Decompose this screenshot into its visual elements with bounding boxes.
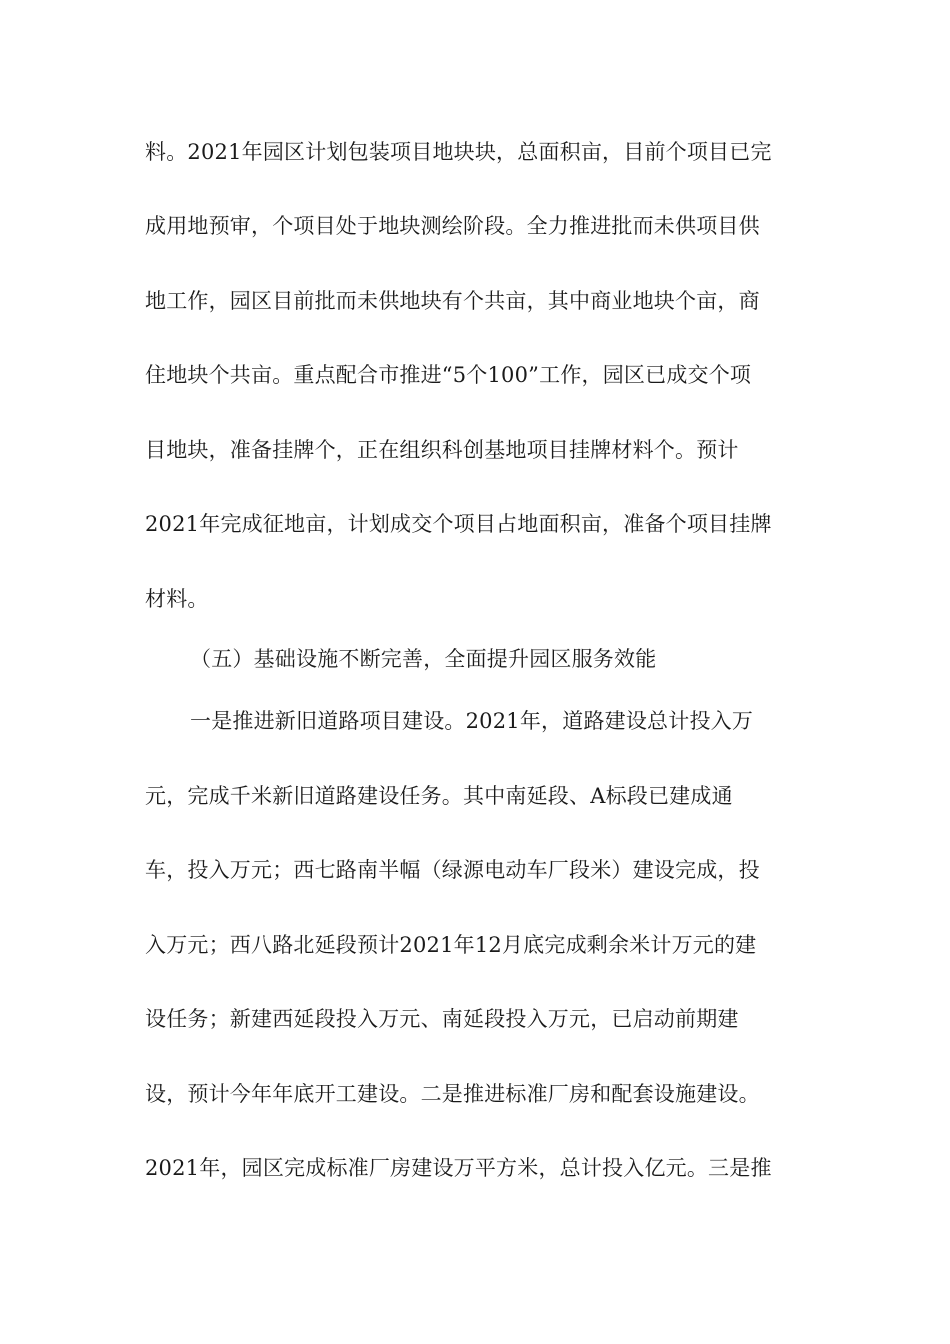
paragraph-line-1: 料。2021年园区计划包装项目地块块，总面积亩，目前个项目已完 (145, 140, 772, 164)
paragraph-line-12: 入万元；西八路北延段预计2021年12月底完成剩余米计万元的建 (145, 933, 757, 957)
paragraph-line-11: 车，投入万元；西七路南半幅（绿源电动车厂段米）建设完成，投 (145, 858, 760, 882)
paragraph-line-13: 设任务；新建西延段投入万元、南延段投入万元，已启动前期建 (145, 1007, 739, 1031)
section-heading: （五）基础设施不断完善，全面提升园区服务效能 (190, 647, 657, 671)
paragraph-line-5: 目地块，准备挂牌个，正在组织科创基地项目挂牌材料个。预计 (145, 438, 739, 462)
paragraph-line-2: 成用地预审，个项目处于地块测绘阶段。全力推进批而未供项目供 (145, 214, 760, 238)
paragraph-line-7: 材料。 (145, 587, 209, 611)
paragraph-line-14: 设，预计今年年底开工建设。二是推进标准厂房和配套设施建设。 (145, 1082, 760, 1106)
paragraph-line-6: 2021年完成征地亩，计划成交个项目占地面积亩，准备个项目挂牌 (145, 512, 772, 536)
paragraph-line-15: 2021年，园区完成标准厂房建设万平方米，总计投入亿元。三是推 (145, 1156, 772, 1180)
paragraph-line-4: 住地块个共亩。重点配合市推进“5个100”工作，园区已成交个项 (145, 363, 752, 387)
paragraph-line-9: 一是推进新旧道路项目建设。2021年，道路建设总计投入万 (190, 709, 754, 733)
paragraph-line-10: 元，完成千米新旧道路建设任务。其中南延段、A标段已建成通 (145, 784, 733, 808)
paragraph-line-3: 地工作，园区目前批而未供地块有个共亩，其中商业地块个亩，商 (145, 289, 760, 313)
